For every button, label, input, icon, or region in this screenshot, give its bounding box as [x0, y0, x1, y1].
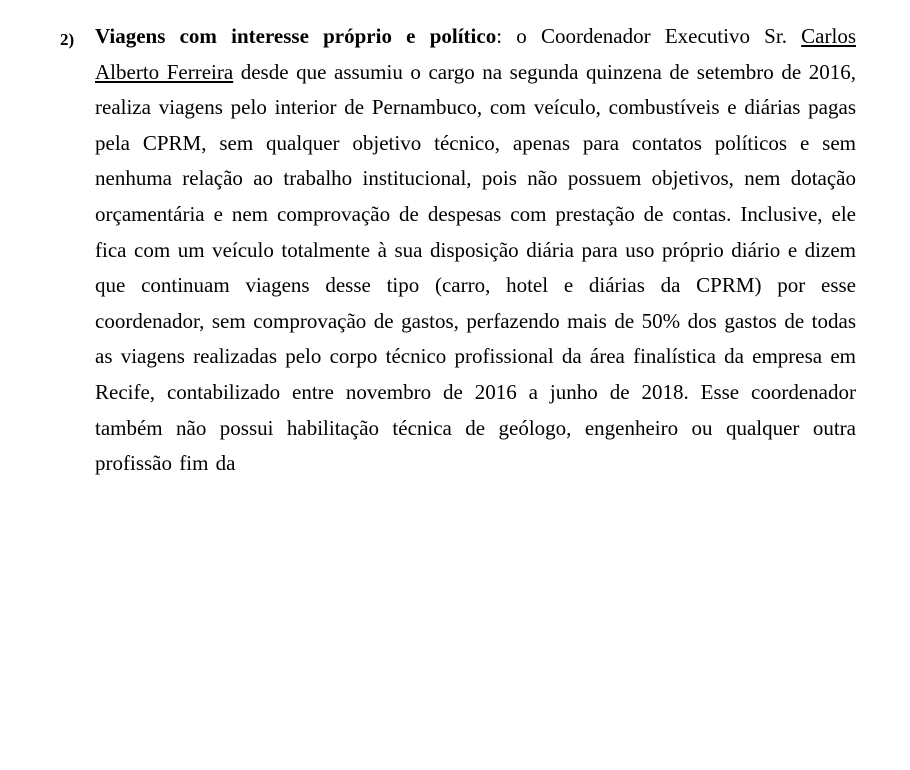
numbered-item	[60, 19, 856, 482]
text-run-body: desde que assumiu o cargo na segunda quinzena de setembro de 2016, realiza viagens pelo interior de Pernambuco, com veículo, combustíveis e diárias pagas pela CPRM, sem qualquer objetivo técnico, apenas para contatos políticos e sem nenhuma relação ao trabalho institucional, pois não possuem objetivos, nem dotação orçamentária e nem comprovação de despesas com prestação de contas. Inclusive, ele fica com um veículo totalmente à sua disposição diária para uso próprio diário e dizem que continuam viagens desse tipo (carro, hotel e diárias da CPRM) por esse coordenador, sem comprovação de gastos, perfazendo mais de 50% dos gastos de todas as viagens realizadas pelo corpo técnico profissional da área finalística da empresa em Recife, contabilizado entre novembro de 2016 a junho de 2018. Esse coordenador também não possui habilitação técnica de geólogo, engenheiro ou qualquer outra profissão fim da	[95, 59, 856, 476]
item-paragraph	[95, 19, 856, 482]
text-run-after-heading: : o Coordenador Executivo Sr.	[496, 24, 802, 48]
item-heading: Viagens com interesse próprio e político	[95, 24, 497, 48]
person-name-underlined: Carlos Alberto Ferreira	[95, 24, 856, 84]
item-number: 2)	[60, 30, 75, 49]
